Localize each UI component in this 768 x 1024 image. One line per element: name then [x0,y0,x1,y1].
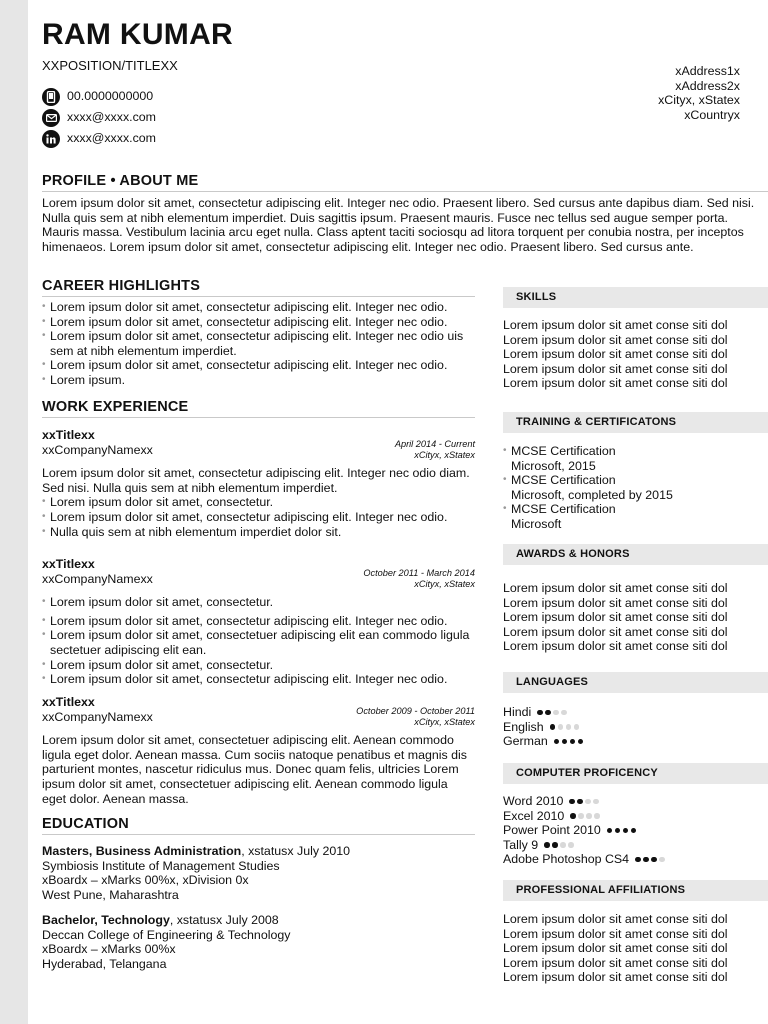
filled-dot [651,857,657,863]
affiliation-item: Lorem ipsum dolor sit amet conse siti dol [503,926,728,941]
certification-name: • MCSE Certification [511,444,616,458]
software-name: Tally 9 [503,837,539,852]
candidate-name: RAM KUMAR [42,18,234,51]
education-degree-line [42,844,475,859]
address-line: xCountryx [684,107,740,122]
software-item [503,823,768,838]
training-list [503,444,768,532]
job-entry [42,428,475,539]
filled-dot [537,710,543,716]
software-name: Word 2010 [503,794,564,808]
certification-detail: Microsoft, completed by 2015 [511,487,673,502]
empty-dot [578,813,584,819]
job-meta [356,706,475,729]
software-name: Excel 2010 [503,808,565,823]
filled-dot [643,857,649,863]
education-line: Hyderabad, Telangana [42,956,167,971]
job-company-row [42,705,475,728]
computer-list [503,794,768,867]
award-item: Lorem ipsum dolor sit amet conse siti dol [503,624,728,639]
skill-item: Lorem ipsum dolor sit amet conse siti dol [503,361,728,376]
job-dates: April 2014 - Current [394,438,475,449]
proficiency-dots [554,739,586,745]
education-status: , xstatusx July 2008 [169,913,279,927]
job-title: xxTitlexx [42,428,95,442]
software-item [503,809,768,824]
affiliation-item: Lorem ipsum dolor sit amet conse siti dol [503,941,728,956]
education-line: xBoardx – xMarks 00%x, xDivision 0x [42,873,249,888]
job-location: xCityx, xStatex [414,717,475,728]
education-degree-line [42,913,475,928]
empty-dot [659,857,665,863]
linkedin-value[interactable]: xxxx@xxxx.com [67,131,156,146]
languages-heading: LANGUAGES [503,672,768,693]
language-item [503,720,768,735]
job-company: xxCompanyNamexx [42,442,153,457]
filled-dot [578,739,584,745]
language-item [503,734,768,749]
filled-dot [635,857,641,863]
job-bullet: • Lorem ipsum dolor sit amet, consectetur. [42,658,475,673]
filled-dot [631,828,637,834]
awards-list [503,581,768,654]
proficiency-dots [607,828,639,834]
filled-dot [615,828,621,834]
software-name: Power Point 2010 [503,823,601,838]
left-margin-bar [0,0,28,1024]
certification-detail: Microsoft [511,516,562,531]
address-block [658,64,740,122]
job-location: xCityx, xStatex [414,450,475,461]
certification-name: • MCSE Certification [511,502,616,517]
skill-item: Lorem ipsum dolor sit amet conse siti dol [503,376,728,391]
contact-list [42,86,156,149]
job-company-row [42,567,475,590]
contact-phone [42,86,156,107]
skill-item: Lorem ipsum dolor sit amet conse siti dol [503,318,728,332]
award-item: Lorem ipsum dolor sit amet conse siti dol [503,639,728,654]
certification-item [503,502,768,531]
job-summary: Lorem ipsum dolor sit amet, consectetuer adipiscing elit. Aenean commodo ligula eget dolor. Aenean massa. Cum sociis natoque penatibus et magnis dis parturient montes, nascetur ridiculus mus. Donec quam felis, ultricies Lorem ipsum dolor sit amet, consectetuer adipiscing elit. Aenean commodo ligula eget dolor. Aenean massa. [42,733,467,806]
address-line: xCityx, xStatex [658,93,740,107]
language-name: German [503,734,548,749]
filled-dot [570,739,576,745]
certification-item [503,444,768,473]
proficiency-dots [570,813,602,819]
skills-list [503,318,768,391]
skills-heading: SKILLS [503,287,768,308]
education-line: Symbiosis Institute of Management Studies [42,858,280,873]
proficiency-dots [544,842,576,848]
job-bullet: • Lorem ipsum dolor sit amet, consectetur adipiscing elit. Integer nec odio. [42,614,475,629]
award-item: Lorem ipsum dolor sit amet conse siti dol [503,610,728,625]
education-line: Deccan College of Engineering & Technology [42,927,291,942]
filled-dot [607,828,613,834]
empty-dot [566,724,572,730]
job-company-row [42,438,475,461]
filled-dot [554,739,560,745]
education-heading: EDUCATION [42,815,475,835]
proficiency-dots [635,857,667,863]
proficiency-dots [550,724,582,730]
job-title: xxTitlexx [42,695,95,709]
filled-dot [550,724,556,730]
job-location: xCityx, xStatex [414,579,475,590]
job-dates: October 2011 - March 2014 [363,567,475,578]
awards-heading: AWARDS & HONORS [503,544,768,565]
job-company: xxCompanyNamexx [42,571,153,586]
career-item: • Lorem ipsum dolor sit amet, consectetur adipiscing elit. Integer nec odio. [42,315,475,330]
job-title: xxTitlexx [42,557,95,571]
work-heading: WORK EXPERIENCE [42,398,475,418]
contact-linkedin [42,128,156,149]
certification-name: • MCSE Certification [511,473,616,488]
job-entry [42,695,475,806]
language-name: English [503,719,544,734]
education-entry [42,913,475,971]
career-item: • Lorem ipsum dolor sit amet, consectetur adipiscing elit. Integer nec odio. [42,300,475,315]
empty-dot [593,799,599,805]
affiliations-heading: PROFESSIONAL AFFILIATIONS [503,880,768,901]
affiliation-item: Lorem ipsum dolor sit amet conse siti dol [503,970,728,985]
address-line: xAddress2x [675,78,740,93]
job-entry [42,557,475,687]
proficiency-dots [569,799,601,805]
language-name: Hindi [503,705,532,719]
career-heading: CAREER HIGHLIGHTS [42,277,475,297]
email-value[interactable]: xxxx@xxxx.com [67,110,156,125]
job-bullet: • Lorem ipsum dolor sit amet, consectetuer adipiscing elit ean commodo ligula sectetuer adipiscing elit ean. [42,628,475,657]
software-item [503,794,768,809]
career-item: • Lorem ipsum dolor sit amet, consectetur adipiscing elit. Integer nec odio. [42,358,475,373]
certification-item [503,473,768,502]
filled-dot [569,799,575,805]
training-heading: TRAINING & CERTIFICATONS [503,412,768,433]
filled-dot [545,710,551,716]
education-entry [42,844,475,902]
career-item: • Lorem ipsum dolor sit amet, consectetur adipiscing elit. Integer nec odio uis sem at nibh elementum imperdiet. [42,329,475,358]
address-line: xAddress1x [675,64,740,78]
job-bullet: • Lorem ipsum dolor sit amet, consectetur adipiscing elit. Integer nec odio. [42,672,475,687]
empty-dot [585,799,591,805]
phone-icon [42,88,60,106]
software-item [503,852,768,867]
linkedin-icon [42,130,60,148]
empty-dot [561,710,567,716]
contact-email [42,107,156,128]
award-item: Lorem ipsum dolor sit amet conse siti dol [503,595,728,610]
career-list [42,300,475,388]
empty-dot [568,842,574,848]
certification-detail: Microsoft, 2015 [511,458,596,473]
profile-text: Lorem ipsum dolor sit amet, consectetur adipiscing elit. Integer nec odio. Praesent libero. Sed cursus ante dapibus diam. Sed nisi. Nulla quis sem at nibh elementum imperdiet. Duis sagittis ipsum. Praesent mauris. Fusce nec tellus sed augue semper porta. Mauris massa. Vestibulum lacinia arcu eget nulla. Class aptent taciti sociosqu ad litora torquent per conubia nostra, per inceptos himenaeos. Lorem ipsum dolor sit amet, consectetur adipiscing elit. Integer nec odio. Praesent libero. Sed cursus ante. [42,196,755,254]
job-bullet: • Lorem ipsum dolor sit amet, consectetur. [42,595,475,610]
empty-dot [574,724,580,730]
empty-dot [558,724,564,730]
job-bullets [42,595,475,687]
empty-dot [594,813,600,819]
filled-dot [544,842,550,848]
phone-value[interactable]: 00.0000000000 [67,89,154,104]
career-item: • Lorem ipsum. [42,373,475,388]
email-icon [42,109,60,127]
affiliation-item: Lorem ipsum dolor sit amet conse siti dol [503,955,728,970]
job-company: xxCompanyNamexx [42,709,153,724]
software-name: Adobe Photoshop CS4 [503,852,630,867]
position-title: XXPOSITION/TITLEXX [42,58,178,73]
proficiency-dots [537,710,569,716]
filled-dot [570,813,576,819]
job-summary: Lorem ipsum dolor sit amet, consectetur adipiscing elit. Integer nec odio diam. Sed nisi. Nulla quis sem at nibh elementum imperdiet. [42,466,470,495]
education-status: , xstatusx July 2010 [241,844,351,858]
empty-dot [553,710,559,716]
skill-item: Lorem ipsum dolor sit amet conse siti dol [503,347,728,362]
job-bullet: • Lorem ipsum dolor sit amet, consectetur. [42,495,475,510]
filled-dot [577,799,583,805]
education-degree: Masters, Business Administration [42,844,242,858]
education-degree: Bachelor, Technology [42,913,170,927]
filled-dot [623,828,629,834]
languages-list [503,705,768,749]
education-line: xBoardx – xMarks 00%x [42,942,176,957]
language-item [503,705,768,720]
profile-heading: PROFILE • ABOUT ME [42,172,768,192]
award-item: Lorem ipsum dolor sit amet conse siti dol [503,581,728,595]
software-item [503,838,768,853]
filled-dot [562,739,568,745]
skill-item: Lorem ipsum dolor sit amet conse siti dol [503,332,728,347]
job-dates: October 2009 - October 2011 [356,705,475,716]
empty-dot [560,842,566,848]
job-bullet: • Lorem ipsum dolor sit amet, consectetur adipiscing elit. Integer nec odio. [42,510,475,525]
affiliation-item: Lorem ipsum dolor sit amet conse siti dol [503,912,728,926]
job-meta [395,439,475,462]
job-meta [363,568,475,591]
computer-heading: COMPUTER PROFICENCY [503,763,768,784]
education-line: West Pune, Maharashtra [42,887,179,902]
affiliations-list [503,912,768,985]
empty-dot [586,813,592,819]
filled-dot [552,842,558,848]
job-bullet: • Nulla quis sem at nibh elementum imperdiet dolor sit. [42,525,475,540]
